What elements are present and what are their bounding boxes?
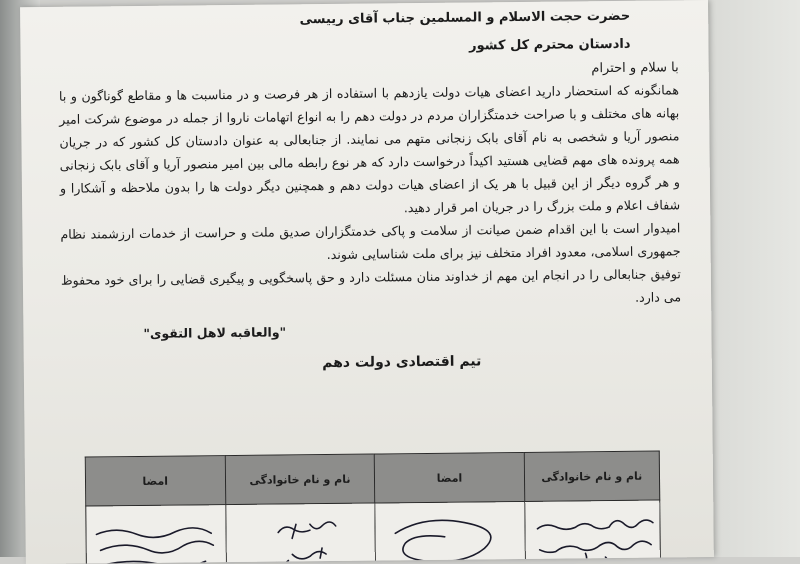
signature-cell-1 <box>375 501 525 564</box>
signature-table <box>85 451 661 564</box>
signature-mark-1 <box>376 502 525 564</box>
closing-quote: "والعاقبه لاهل التقوی" <box>143 324 287 341</box>
signature-cell-2 <box>86 505 226 564</box>
header-full-name-1: نام و نام خانوادگی <box>524 451 660 501</box>
greeting: با سلام و احترام <box>591 60 679 77</box>
team-title: تیم اقتصادی دولت دهم <box>322 353 482 372</box>
handwritten-name-cell-2 <box>225 503 376 564</box>
salutation-line-2: دادستان محترم کل کشور <box>469 36 631 54</box>
paragraph-2: امیدوار است با این اقدام ضمن صیانت از سلامت و پاکی خدمتگزاران صدیق ملت و حراست از خدمات ارزشمند نظام جمهوری اسلامی، معدود افراد متخلف نیز برای ملت شناسایی شوند. <box>60 220 681 263</box>
header-signature-2: امضا <box>85 456 225 506</box>
letter-paper <box>20 0 714 564</box>
signature-row <box>86 500 661 564</box>
backdrop-right <box>704 0 800 557</box>
handwritten-name-1 <box>525 501 660 564</box>
header-signature-1: امضا <box>375 452 525 503</box>
paragraph-1: همانگونه که استحضار دارید اعضای هیات دولت یازدهم با استفاده از هر فرصت و در مناسبت ها و مقاطع گوناگون و با بهانه های مختلف و با صراحت خدمتگزاران مردم در دولت دهم را به انواع اتهامات ناروا از جمله در موضوع شرکت امیر منصور آریا و شخصی به نام آقای بابک زنجانی متهم می نمایند. از جنابعالی به عنوان دادستان کل کشور که در جریان همه پرونده های مهم قضایی هستید اکیداً درخواست دارد که هر نوع رابطه مالی بین امیر منصور آریا و آقای بابک زنجانی و هر گروه دیگر از این قبیل با هر یک از اعضای هیات دولت دهم و همچنین دیگر دولت ها را بدون ملاحظه و آشکارا و شفاف اعلام و ملت بزرگ را در جریان امر قرار دهید. <box>58 82 681 216</box>
signature-mark-2 <box>86 505 225 564</box>
handwritten-name-cell-1 <box>524 500 660 564</box>
letter-body <box>58 6 682 373</box>
paragraph-3: توفیق جنابعالی را در انجام این مهم از خداوند منان مسئلت دارد و حق پاسخگویی و پیگیری قضایی را برای خود محفوظ می دارد. <box>60 266 682 305</box>
salutation-line-1: حضرت حجت الاسلام و المسلمین جناب آقای رییسی <box>299 8 631 28</box>
handwritten-name-2 <box>226 504 376 564</box>
signature-table-header-row <box>85 451 659 506</box>
header-full-name-2: نام و نام خانوادگی <box>225 454 375 505</box>
